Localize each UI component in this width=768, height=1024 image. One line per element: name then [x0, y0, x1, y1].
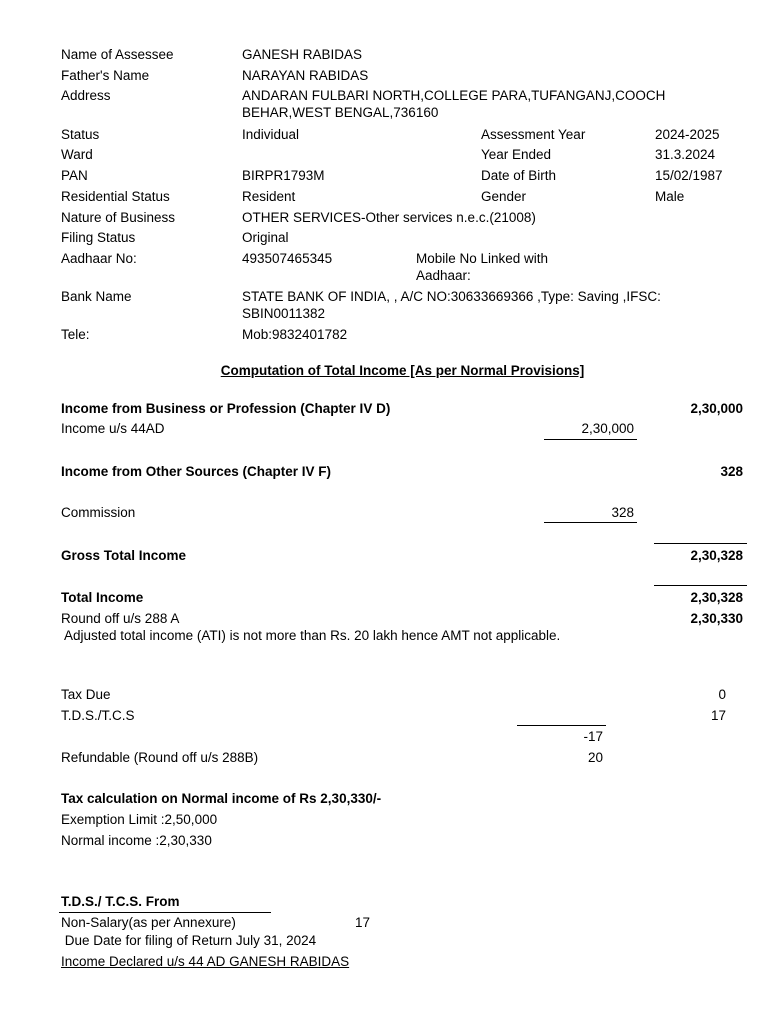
income-declared-note: Income Declared u/s 44 AD GANESH RABIDAS [61, 954, 350, 969]
nonsalary-value: 17 [355, 915, 371, 930]
income-44ad-underline [544, 439, 637, 440]
dob-value: 15/02/1987 [655, 168, 723, 183]
tds-from-heading: T.D.S./ T.C.S. From [61, 894, 180, 909]
residential-status-label: Residential Status [61, 189, 170, 204]
net-tax-overline [517, 725, 606, 726]
tele-label: Tele: [61, 327, 90, 342]
refund-label: Refundable (Round off u/s 288B) [61, 750, 259, 765]
business-income-heading: Income from Business or Profession (Chapter IV D) [61, 401, 391, 416]
status-value: Individual [242, 127, 300, 142]
year-ended-value: 31.3.2024 [655, 147, 716, 162]
assessment-year-value: 2024-2025 [655, 127, 720, 142]
other-income-total: 328 [720, 464, 743, 479]
gender-value: Male [655, 189, 685, 204]
roundoff-label: Round off u/s 288 A [61, 611, 180, 626]
gti-overline [654, 543, 747, 544]
normal-income: Normal income :2,30,330 [61, 833, 212, 848]
filing-status-label: Filing Status [61, 230, 136, 245]
gti-value: 2,30,328 [690, 548, 743, 563]
amt-note: Adjusted total income (ATI) is not more than Rs. 20 lakh hence AMT not applicable. [61, 628, 561, 643]
tax-calc-heading: Tax calculation on Normal income of Rs 2,30,330/- [61, 791, 382, 806]
tax-due-label: Tax Due [61, 687, 111, 702]
name-label: Name of Assessee [61, 47, 174, 62]
aadhaar-label: Aadhaar No: [61, 251, 137, 266]
computation-title: Computation of Total Income [As per Normal Provisions] [220, 363, 585, 378]
commission-label: Commission [61, 505, 136, 520]
nonsalary-label: Non-Salary(as per Annexure) [61, 915, 236, 930]
dob-label: Date of Birth [481, 168, 557, 183]
father-label: Father's Name [61, 68, 150, 83]
net-tax-value: -17 [583, 729, 603, 744]
business-nature-label: Nature of Business [61, 210, 176, 225]
ward-label: Ward [61, 147, 93, 162]
mobile-linked-label: Mobile No Linked with Aadhaar: [416, 251, 549, 283]
assessment-year-label: Assessment Year [481, 127, 586, 142]
due-date-note: Due Date for filing of Return July 31, 2024 [61, 933, 317, 948]
tds-label: T.D.S./T.C.S [61, 708, 135, 723]
exemption-limit: Exemption Limit :2,50,000 [61, 812, 218, 827]
income-44ad-value: 2,30,000 [581, 421, 634, 436]
aadhaar-value: 493507465345 [242, 251, 333, 266]
father-value: NARAYAN RABIDAS [242, 68, 369, 83]
tax-due-value: 0 [718, 687, 726, 702]
tele-value: Mob:9832401782 [242, 327, 348, 342]
bank-value: STATE BANK OF INDIA, , A/C NO:30633669366 ,Type: Saving ,IFSC: SBIN0011382 [242, 289, 661, 321]
address-label: Address [61, 88, 111, 103]
other-income-heading: Income from Other Sources (Chapter IV F) [61, 464, 332, 479]
total-income-overline [654, 585, 747, 586]
commission-underline [544, 522, 637, 523]
gti-label: Gross Total Income [61, 548, 187, 563]
tds-from-underline [59, 912, 271, 913]
roundoff-value: 2,30,330 [690, 611, 743, 626]
filing-status-value: Original [242, 230, 289, 245]
residential-status-value: Resident [242, 189, 296, 204]
tds-value: 17 [710, 708, 726, 723]
commission-value: 328 [611, 505, 634, 520]
pan-label: PAN [61, 168, 88, 183]
name-value: GANESH RABIDAS [242, 47, 363, 62]
bank-label: Bank Name [61, 289, 132, 304]
refund-value: 20 [587, 750, 603, 765]
business-income-total: 2,30,000 [690, 401, 743, 416]
gender-label: Gender [481, 189, 527, 204]
year-ended-label: Year Ended [481, 147, 552, 162]
pan-value: BIRPR1793M [242, 168, 325, 183]
address-value: ANDARAN FULBARI NORTH,COLLEGE PARA,TUFANGANJ,COOCH BEHAR,WEST BENGAL,736160 [242, 88, 666, 120]
total-income-value: 2,30,328 [690, 590, 743, 605]
business-nature-value: OTHER SERVICES-Other services n.e.c.(21008) [242, 210, 536, 225]
income-44ad-label: Income u/s 44AD [61, 421, 165, 436]
total-income-label: Total Income [61, 590, 144, 605]
status-label: Status [61, 127, 100, 142]
